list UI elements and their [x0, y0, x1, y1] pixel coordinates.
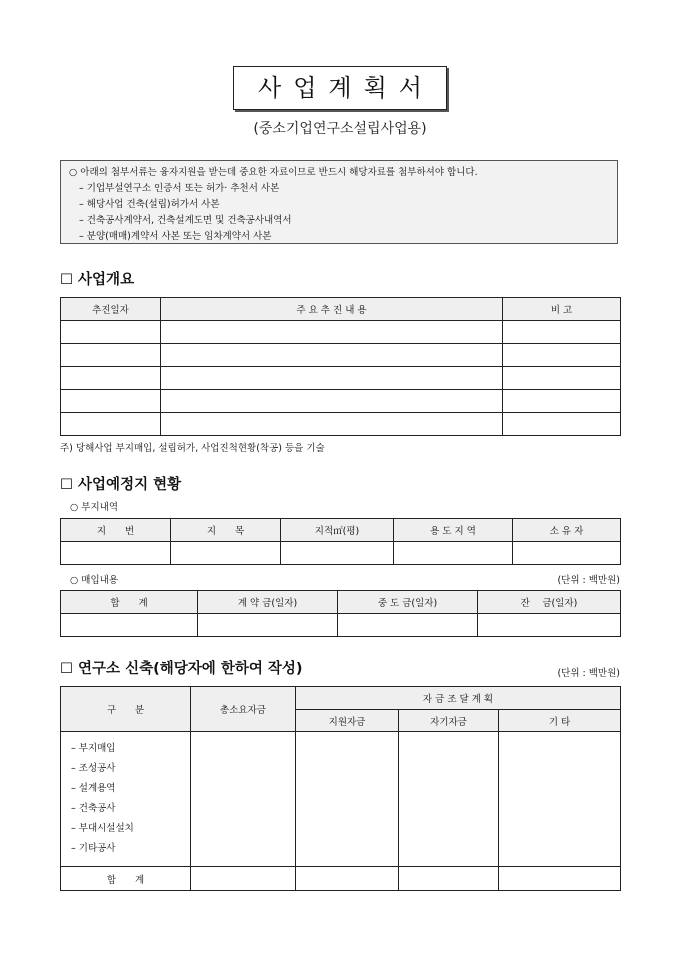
table-cell[interactable]: [478, 614, 621, 637]
table-cell[interactable]: [499, 732, 621, 867]
section-heading-site: ☐ 사업예정지 현황: [60, 477, 182, 493]
table-cell[interactable]: [296, 867, 399, 891]
table-cell[interactable]: [394, 542, 513, 565]
notice-main: ○ 아래의 첨부서류는 융자지원을 받는데 중요한 자료이므로 반드시 해당자료를 첨부하셔야 합니다.: [69, 167, 478, 178]
document-title: 사업계획서: [233, 66, 447, 110]
land-table: [60, 518, 621, 565]
table-cell[interactable]: [503, 321, 621, 344]
col-header: 소 유 자: [513, 519, 621, 542]
section-heading-construction: ☐ 연구소 신축(해당자에 한하여 작성): [60, 661, 303, 677]
table-cell[interactable]: [513, 542, 621, 565]
overview-table: [60, 297, 621, 436]
table-cell[interactable]: [61, 614, 198, 637]
cost-items: [61, 732, 191, 867]
col-header: 주 요 추 진 내 용: [161, 298, 503, 321]
col-header: 구 분: [61, 687, 191, 732]
col-header: 합 계: [61, 591, 198, 614]
table-cell[interactable]: [338, 614, 478, 637]
table-cell[interactable]: [198, 614, 338, 637]
cost-item: – 설계용역: [71, 783, 116, 794]
total-label: 합 계: [61, 867, 191, 891]
table-cell[interactable]: [281, 542, 394, 565]
table-row: [61, 321, 621, 344]
notice-item: – 기업부설연구소 인증서 또는 허가· 추천서 사본: [79, 183, 280, 194]
table-cell[interactable]: [499, 867, 621, 891]
col-header: 자 금 조 달 계 획: [296, 687, 621, 710]
table-cell[interactable]: [161, 344, 503, 367]
table-row: [61, 390, 621, 413]
table-cell[interactable]: [61, 542, 171, 565]
table-cell[interactable]: [61, 321, 161, 344]
overview-note: 주) 당해사업 부지매입, 설립허가, 사업진척현황(착공) 등을 기술: [60, 443, 325, 454]
col-header: 총소요자금: [191, 687, 296, 732]
table-row: [61, 413, 621, 436]
table-cell[interactable]: [399, 732, 499, 867]
table-cell[interactable]: [503, 344, 621, 367]
table-cell[interactable]: [61, 390, 161, 413]
purchase-unit: (단위 : 백만원): [557, 575, 620, 586]
table-cell[interactable]: [161, 413, 503, 436]
table-cell[interactable]: [61, 367, 161, 390]
table-cell[interactable]: [296, 732, 399, 867]
table-row: [61, 367, 621, 390]
table-cell[interactable]: [191, 867, 296, 891]
table-cell[interactable]: [503, 413, 621, 436]
table-cell[interactable]: [161, 390, 503, 413]
purchase-table: [60, 590, 621, 637]
col-header: 지 번: [61, 519, 171, 542]
table-cell[interactable]: [399, 867, 499, 891]
cost-item: – 조성공사: [71, 763, 116, 774]
col-header: 추진일자: [61, 298, 161, 321]
table-row: [61, 542, 621, 565]
total-row: [61, 867, 621, 891]
table-cell[interactable]: [161, 321, 503, 344]
purchase-label: ○ 매입내용: [70, 575, 119, 586]
col-header: 중 도 금(일자): [338, 591, 478, 614]
table-cell[interactable]: [61, 413, 161, 436]
table-row: [61, 614, 621, 637]
table-cell[interactable]: [503, 367, 621, 390]
section-heading-overview: ☐ 사업개요: [60, 272, 135, 288]
table-cell[interactable]: [191, 732, 296, 867]
col-header: 기 타: [499, 710, 621, 732]
col-header: 용 도 지 역: [394, 519, 513, 542]
cost-item: – 건축공사: [71, 803, 116, 814]
cost-item: – 부대시설설치: [71, 823, 134, 834]
col-header: 비 고: [503, 298, 621, 321]
construction-table: [60, 686, 621, 891]
col-header: 잔 금(일자): [478, 591, 621, 614]
table-cell[interactable]: [61, 344, 161, 367]
col-header: 지원자금: [296, 710, 399, 732]
table-row: [61, 344, 621, 367]
table-cell[interactable]: [161, 367, 503, 390]
col-header: 자기자금: [399, 710, 499, 732]
cost-item: – 기타공사: [71, 843, 116, 854]
col-header: 지적㎡(평): [281, 519, 394, 542]
notice-item: – 해당사업 건축(설립)허가서 사본: [79, 199, 220, 210]
col-header: 지 목: [171, 519, 281, 542]
attachment-notice: [60, 160, 618, 244]
notice-item: – 분양(매매)계약서 사본 또는 임차계약서 사본: [79, 231, 272, 242]
col-header: 계 약 금(일자): [198, 591, 338, 614]
construction-unit: (단위 : 백만원): [557, 668, 620, 679]
land-label: ○ 부지내역: [70, 502, 119, 513]
notice-item: – 건축공사계약서, 건축설계도면 및 건축공사내역서: [79, 215, 292, 226]
table-cell[interactable]: [503, 390, 621, 413]
table-cell[interactable]: [171, 542, 281, 565]
table-row: [61, 732, 621, 867]
document-subtitle: (중소기업연구소설립사업용): [253, 121, 427, 137]
cost-item: – 부지매입: [71, 743, 116, 754]
